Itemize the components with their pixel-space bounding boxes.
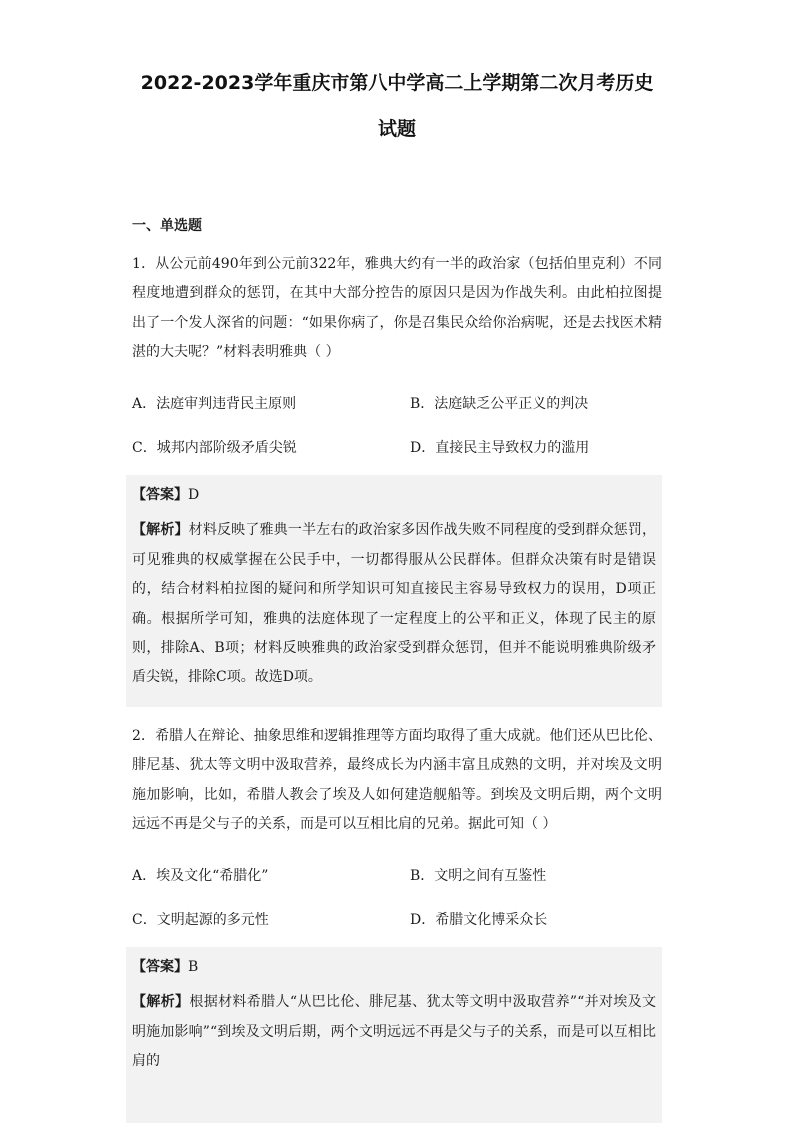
question-1-option-d: D．直接民主导致权力的滥用 bbox=[410, 440, 590, 456]
section-heading: 一、单选题 bbox=[132, 218, 202, 234]
question-2-option-d: D．希腊文化博采众长 bbox=[410, 912, 548, 928]
analysis-text: 根据材料希腊人“从巴比伦、腓尼基、犹太等文明中汲取营养”“并对埃及文明施加影响”“到埃及文明后期，两个文明远远不再是父与子的关系，而是可以互相比肩的 bbox=[132, 994, 656, 1070]
question-2-option-b: B．文明之间有互鉴性 bbox=[410, 868, 547, 884]
analysis-label: 【解析】 bbox=[132, 522, 189, 539]
question-1-answer-box bbox=[126, 475, 662, 707]
question-1-analysis bbox=[132, 516, 656, 692]
question-1-stem: 1．从公元前490年到公元前322年，雅典大约有一半的政治家（包括伯里克利）不同程度地遭到群众的惩罚，在其中大部分控告的原因只是因为作战失利。由此柏拉图提出了一个发人深省的问题：“如果你病了，你是召集民众给你治病呢，还是去找医术精湛的大夫呢？”材料表明雅典（ ） bbox=[132, 256, 662, 361]
question-1-option-a: A．法庭审判违背民主原则 bbox=[132, 396, 297, 412]
question-2-option-a: A．埃及文化“希腊化” bbox=[132, 868, 269, 884]
question-2-analysis bbox=[132, 988, 656, 1076]
question-1-option-b: B．法庭缺乏公平正义的判决 bbox=[410, 396, 589, 412]
answer-label: 【答案】 bbox=[132, 959, 188, 975]
question-1-option-c: C．城邦内部阶级矛盾尖锐 bbox=[132, 440, 297, 456]
analysis-label: 【解析】 bbox=[132, 994, 190, 1011]
question-2-stem: 2．希腊人在辩论、抽象思维和逻辑推理等方面均取得了重大成就。他们还从巴比伦、腓尼基、犹太等文明中汲取营养，最终成长为内涵丰富且成熟的文明，并对埃及文明施加影响，比如，希腊人教会了埃及人如何建造舰船等。到埃及文明后期，两个文明远远不再是父与子的关系，而是可以互相比肩的兄弟。据此可知（ ） bbox=[132, 728, 662, 833]
question-2-answer bbox=[132, 953, 656, 982]
question-1-answer bbox=[132, 481, 656, 510]
document-title: 2022-2023学年重庆市第八中学高二上学期第二次月考历史 bbox=[140, 72, 654, 94]
answer-value: B bbox=[188, 959, 199, 975]
question-2-answer-box bbox=[126, 947, 662, 1123]
analysis-text: 材料反映了雅典一半左右的政治家多因作战失败不同程度的受到群众惩罚，可见雅典的权威掌握在公民手中，一切都得服从公民群体。但群众决策有时是错误的，结合材料柏拉图的疑问和所学知识可知直接民主容易导致权力的误用，D项正确。根据所学可知，雅典的法庭体现了一定程度上的公平和正义，体现了民主的原则，排除A、B项；材料反映雅典的政治家受到群众惩罚，但并不能说明雅典阶级矛盾尖锐，排除C项。故选D项。 bbox=[132, 522, 657, 686]
document-title-continued: 试题 bbox=[377, 118, 416, 140]
answer-value: D bbox=[188, 487, 200, 503]
question-2-option-c: C．文明起源的多元性 bbox=[132, 912, 269, 928]
answer-label: 【答案】 bbox=[132, 487, 188, 503]
